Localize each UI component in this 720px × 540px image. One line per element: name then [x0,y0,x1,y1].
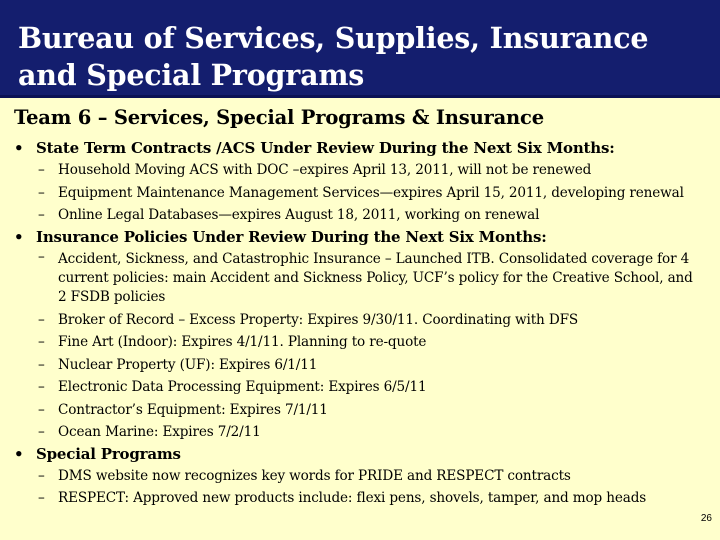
sub-bullet-text: DMS website now recognizes key words for PRIDE and RESPECT contracts [58,467,571,484]
dash-icon: – [38,467,45,484]
bullet-icon: • [14,139,24,157]
sub-bullet-text: Online Legal Databases—expires August 18, 2011, working on renewal [58,207,540,223]
sub-bullet [14,248,704,309]
sub-bullet [14,309,704,332]
sub-bullet [14,354,704,377]
dash-icon: – [38,311,45,328]
bullet-special-programs [14,444,704,465]
sub-bullet-text: RESPECT: Approved new products include: flexi pens, shovels, tamper, and mop heads [58,490,647,506]
slide-title: Bureau of Services, Supplies, Insurance and Special Programs [18,21,649,92]
sub-bullet-text: Ocean Marine: Expires 7/2/11 [58,424,261,440]
title-bar [0,0,720,98]
dash-icon: – [38,248,45,265]
bullet-heading: State Term Contracts /ACS Under Review During the Next Six Months: [36,139,615,157]
sub-bullet-text: Accident, Sickness, and Catastrophic Insurance – Launched ITB. Consolidated coverage for 4 current policies: main Accident and Sickness Policy, UCF’s policy for the Creative School, and 2 FSDB policies [58,250,693,305]
page-number: 26 [700,513,712,524]
dash-icon: – [38,401,45,418]
dash-icon: – [38,184,45,201]
bullet-insurance-policies [14,227,704,248]
sub-bullet-text: Household Moving ACS with DOC –expires April 13, 2011, will not be renewed [58,162,592,178]
sub-bullet [14,182,704,205]
dash-icon: – [38,162,45,178]
bullet-state-term-contracts [14,138,704,159]
slide-content [14,138,704,510]
sub-bullet-text: Equipment Maintenance Management Services—expires April 15, 2011, developing renewal [58,184,684,201]
sub-bullet-text: Broker of Record – Excess Property: Expires 9/30/11. Coordinating with DFS [58,311,579,328]
dash-icon: – [38,490,45,506]
bullet-heading: Insurance Policies Under Review During the Next Six Months: [36,227,547,246]
sub-bullet [14,465,704,488]
dash-icon: – [38,424,45,440]
bullet-heading: Special Programs [36,444,181,463]
dash-icon: – [38,207,45,223]
sub-bullet [14,159,704,182]
slide-subtitle: Team 6 – Services, Special Programs & Insurance [14,106,544,129]
sub-bullet [14,376,704,399]
sub-bullet-text: Fine Art (Indoor): Expires 4/1/11. Planning to re-quote [58,334,427,350]
sub-bullet-text: Electronic Data Processing Equipment: Expires 6/5/11 [58,379,427,395]
sub-bullet [14,399,704,422]
sub-bullet [14,204,704,227]
dash-icon: – [38,356,45,373]
sub-bullet [14,487,704,510]
dash-icon: – [38,334,45,350]
sub-bullet [14,421,704,444]
sub-bullet-text: Contractor’s Equipment: Expires 7/1/11 [58,401,328,418]
sub-bullet-text: Nuclear Property (UF): Expires 6/1/11 [58,356,318,373]
dash-icon: – [38,379,45,395]
bullet-icon: • [14,444,24,463]
bullet-icon: • [14,227,24,246]
sub-bullet [14,331,704,354]
